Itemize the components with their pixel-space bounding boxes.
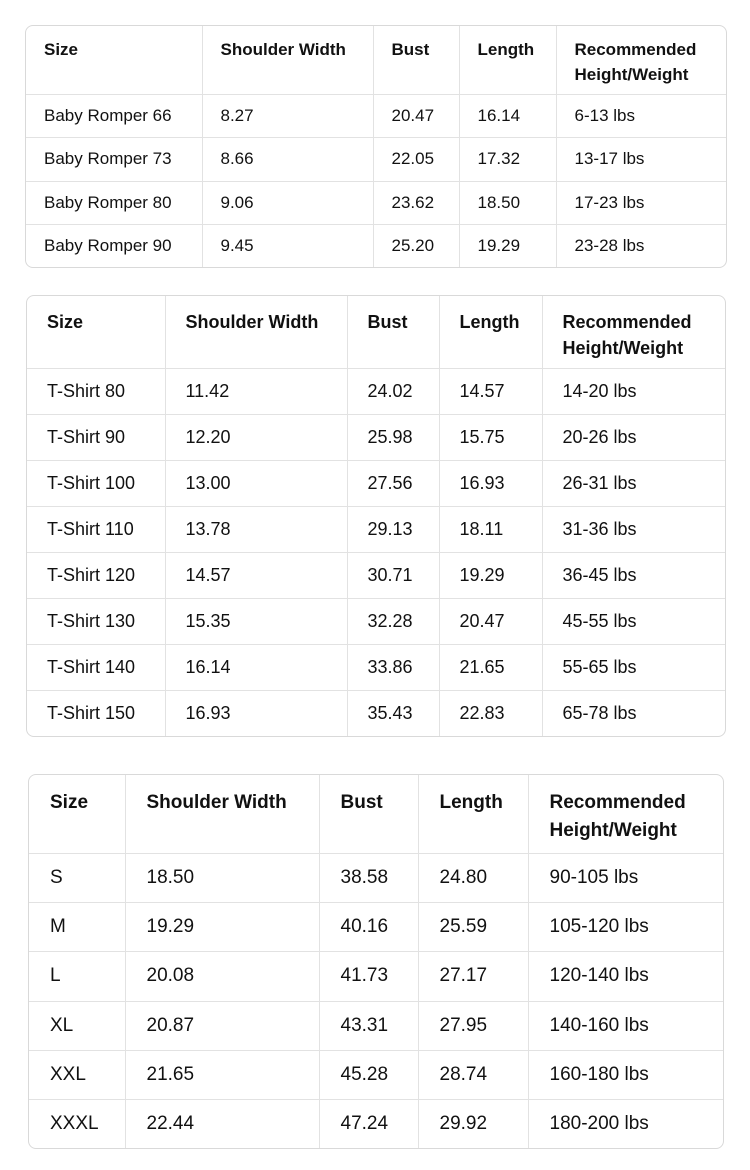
cell-shoulder-width: 11.42 — [165, 368, 347, 414]
header-length: Length — [418, 775, 528, 853]
header-bust: Bust — [347, 296, 439, 368]
cell-shoulder-width: 21.65 — [125, 1050, 319, 1099]
cell-bust: 25.20 — [373, 225, 459, 268]
table-row — [27, 553, 725, 599]
table-row — [26, 225, 726, 268]
cell-shoulder-width: 19.29 — [125, 902, 319, 951]
table-row — [27, 691, 725, 736]
cell-length: 16.14 — [459, 94, 556, 138]
cell-height-weight: 14-20 lbs — [542, 368, 725, 414]
cell-height-weight: 13-17 lbs — [556, 138, 726, 182]
cell-shoulder-width: 15.35 — [165, 599, 347, 645]
cell-bust: 27.56 — [347, 460, 439, 506]
header-size: Size — [26, 26, 202, 94]
cell-size: T-Shirt 120 — [27, 553, 165, 599]
header-length: Length — [439, 296, 542, 368]
cell-shoulder-width: 14.57 — [165, 553, 347, 599]
table-row — [27, 645, 725, 691]
cell-shoulder-width: 16.93 — [165, 691, 347, 736]
cell-length: 28.74 — [418, 1050, 528, 1099]
cell-bust: 47.24 — [319, 1100, 418, 1148]
cell-bust: 41.73 — [319, 952, 418, 1001]
cell-height-weight: 120-140 lbs — [528, 952, 723, 1001]
header-bust: Bust — [373, 26, 459, 94]
header-size: Size — [29, 775, 125, 853]
cell-size: Baby Romper 73 — [26, 138, 202, 182]
cell-bust: 30.71 — [347, 553, 439, 599]
cell-shoulder-width: 12.20 — [165, 414, 347, 460]
header-recommended-height-weight: Recommended Height/Weight — [528, 775, 723, 853]
cell-bust: 24.02 — [347, 368, 439, 414]
cell-height-weight: 140-160 lbs — [528, 1001, 723, 1050]
cell-size: Baby Romper 90 — [26, 225, 202, 268]
cell-height-weight: 26-31 lbs — [542, 460, 725, 506]
header-row — [27, 296, 725, 368]
cell-height-weight: 6-13 lbs — [556, 94, 726, 138]
cell-shoulder-width: 8.27 — [202, 94, 373, 138]
cell-bust: 20.47 — [373, 94, 459, 138]
cell-size: Baby Romper 80 — [26, 181, 202, 225]
cell-bust: 45.28 — [319, 1050, 418, 1099]
cell-bust: 33.86 — [347, 645, 439, 691]
header-shoulder-width: Shoulder Width — [165, 296, 347, 368]
cell-bust: 23.62 — [373, 181, 459, 225]
cell-bust: 38.58 — [319, 853, 418, 902]
cell-length: 21.65 — [439, 645, 542, 691]
cell-height-weight: 36-45 lbs — [542, 553, 725, 599]
cell-size: T-Shirt 80 — [27, 368, 165, 414]
cell-size: Baby Romper 66 — [26, 94, 202, 138]
cell-length: 29.92 — [418, 1100, 528, 1148]
cell-bust: 32.28 — [347, 599, 439, 645]
cell-length: 15.75 — [439, 414, 542, 460]
cell-size: T-Shirt 110 — [27, 506, 165, 552]
header-row — [29, 775, 723, 853]
table-row — [26, 138, 726, 182]
cell-size: T-Shirt 130 — [27, 599, 165, 645]
cell-length: 27.17 — [418, 952, 528, 1001]
cell-height-weight: 180-200 lbs — [549, 1113, 649, 1135]
cell-shoulder-width: 16.14 — [165, 645, 347, 691]
cell-shoulder-width: 13.00 — [165, 460, 347, 506]
cell-size: L — [29, 952, 125, 1001]
header-recommended-height-weight: Recommended Height/Weight — [556, 26, 726, 94]
cell-length: 18.11 — [439, 506, 542, 552]
header-shoulder-width: Shoulder Width — [202, 26, 373, 94]
header-shoulder-width: Shoulder Width — [125, 775, 319, 853]
cell-length: 19.29 — [439, 553, 542, 599]
cell-size: T-Shirt 100 — [27, 460, 165, 506]
cell-shoulder-width: 13.78 — [165, 506, 347, 552]
table-row — [29, 1001, 723, 1050]
header-bust: Bust — [319, 775, 418, 853]
cell-length: 25.59 — [418, 902, 528, 951]
cell-size: T-Shirt 140 — [27, 645, 165, 691]
cell-size: S — [29, 853, 125, 902]
table-row — [27, 368, 725, 414]
cell-size: XXXL — [29, 1100, 125, 1148]
cell-size: T-Shirt 150 — [27, 691, 165, 736]
header-size: Size — [27, 296, 165, 368]
cell-length: 16.93 — [439, 460, 542, 506]
table-row — [29, 952, 723, 1001]
table-row — [27, 460, 725, 506]
cell-bust: 40.16 — [319, 902, 418, 951]
cell-height-weight: 17-23 lbs — [556, 181, 726, 225]
cell-shoulder-width: 20.08 — [125, 952, 319, 1001]
table-row — [26, 94, 726, 138]
cell-shoulder-width: 9.45 — [202, 225, 373, 268]
cell-bust: 29.13 — [347, 506, 439, 552]
cell-length: 22.83 — [439, 691, 542, 736]
cell-shoulder-width: 18.50 — [125, 853, 319, 902]
table-row — [27, 599, 725, 645]
cell-bust: 25.98 — [347, 414, 439, 460]
cell-size: T-Shirt 90 — [27, 414, 165, 460]
table-row — [27, 414, 725, 460]
table-row — [29, 1100, 723, 1148]
t-shirt-size-table — [26, 295, 726, 737]
adult-size-table — [28, 774, 724, 1149]
cell-bust: 35.43 — [347, 691, 439, 736]
cell-length: 19.29 — [459, 225, 556, 268]
header-row — [26, 26, 726, 94]
cell-bust: 43.31 — [319, 1001, 418, 1050]
table-row — [29, 853, 723, 902]
cell-shoulder-width: 20.87 — [125, 1001, 319, 1050]
table-row — [29, 902, 723, 951]
cell-height-weight: 55-65 lbs — [542, 645, 725, 691]
cell-height-weight: 160-180 lbs — [528, 1050, 723, 1099]
cell-shoulder-width: 9.06 — [202, 181, 373, 225]
cell-height-weight: 45-55 lbs — [542, 599, 725, 645]
cell-height-weight: 20-26 lbs — [542, 414, 725, 460]
cell-size: XXL — [29, 1050, 125, 1099]
cell-height-weight: 90-105 lbs — [528, 853, 723, 902]
baby-romper-size-table — [25, 25, 727, 268]
cell-height-weight: 105-120 lbs — [528, 902, 723, 951]
cell-length: 24.80 — [418, 853, 528, 902]
cell-height-weight: 31-36 lbs — [542, 506, 725, 552]
table-row — [26, 181, 726, 225]
cell-shoulder-width: 8.66 — [202, 138, 373, 182]
cell-length: 14.57 — [439, 368, 542, 414]
cell-height-weight: 23-28 lbs — [574, 236, 645, 255]
header-length: Length — [459, 26, 556, 94]
cell-length: 27.95 — [418, 1001, 528, 1050]
cell-bust: 22.05 — [373, 138, 459, 182]
cell-length: 20.47 — [439, 599, 542, 645]
cell-shoulder-width: 22.44 — [125, 1100, 319, 1148]
cell-height-weight: 65-78 lbs — [562, 703, 637, 724]
cell-size: M — [29, 902, 125, 951]
cell-length: 17.32 — [459, 138, 556, 182]
cell-size: XL — [29, 1001, 125, 1050]
header-recommended-height-weight: Recommended Height/Weight — [542, 296, 725, 368]
cell-length: 18.50 — [459, 181, 556, 225]
table-row — [29, 1050, 723, 1099]
table-row — [27, 506, 725, 552]
